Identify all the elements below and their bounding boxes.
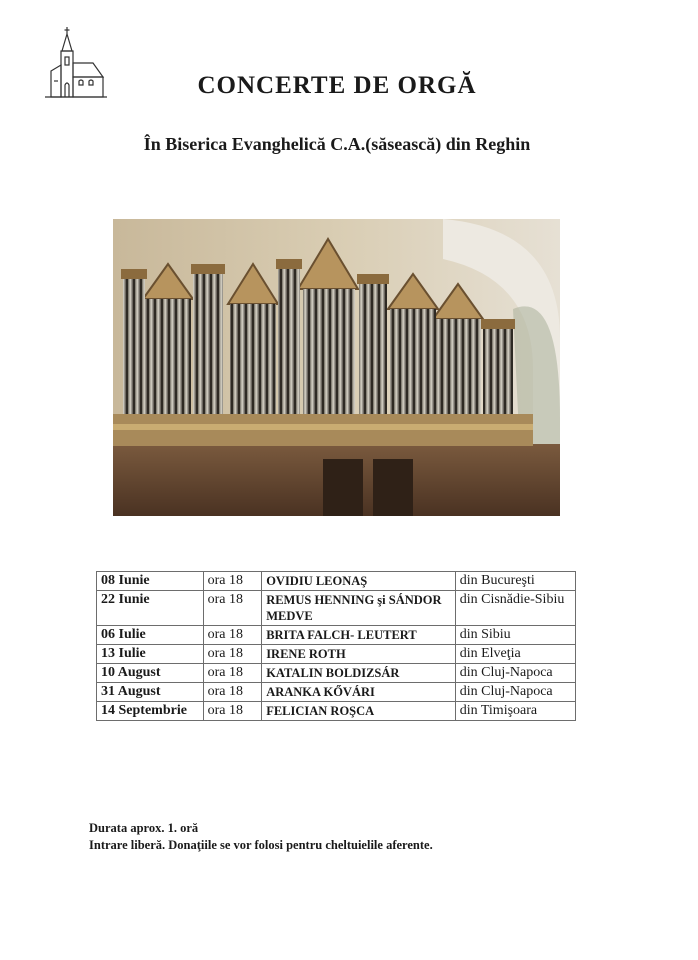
table-row [97,591,576,626]
table-row [97,683,576,702]
artist-cell: ARANKA KŐVÁRI [262,683,456,702]
date-cell: 22 Iunie [97,591,204,626]
artist-cell: IRENE ROTH [262,645,456,664]
hour-cell: ora 18 [203,664,262,683]
place-cell: din Timişoara [455,702,575,721]
table-row [97,645,576,664]
hour-cell: ora 18 [203,645,262,664]
place-cell: din Cluj-Napoca [455,683,575,702]
page-subtitle: În Biserica Evanghelică C.A.(săsească) din Reghin [143,134,531,154]
table-row [97,626,576,645]
footer-notes [89,820,433,854]
hour-cell: ora 18 [203,572,262,591]
artist-cell: BRITA FALCH- LEUTERT [262,626,456,645]
date-cell: 10 August [97,664,204,683]
date-cell: 06 Iulie [97,626,204,645]
place-cell: din Cluj-Napoca [455,664,575,683]
organ-pipes-photo [113,219,560,516]
table-row [97,572,576,591]
date-cell: 13 Iulie [97,645,204,664]
artist-cell: REMUS HENNING şi SÁNDOR MEDVE [262,591,456,626]
place-cell: din Elveţia [455,645,575,664]
page-title: CONCERTE DE ORGĂ [197,72,477,99]
concert-schedule-table [96,571,576,721]
date-cell: 14 Septembrie [97,702,204,721]
artist-cell: FELICIAN ROŞCA [262,702,456,721]
place-cell: din Bucureşti [455,572,575,591]
table-row [97,664,576,683]
entry-note: Intrare liberă. Donaţiile se vor folosi pentru cheltuielile aferente. [89,838,433,852]
hour-cell: ora 18 [203,683,262,702]
duration-note: Durata aprox. 1. oră [89,821,199,835]
date-cell: 08 Iunie [97,572,204,591]
place-cell: din Cisnădie-Sibiu [455,591,575,626]
table-row [97,702,576,721]
hour-cell: ora 18 [203,702,262,721]
hour-cell: ora 18 [203,626,262,645]
artist-cell: KATALIN BOLDIZSÁR [262,664,456,683]
artist-cell: OVIDIU LEONAŞ [262,572,456,591]
place-cell: din Sibiu [455,626,575,645]
date-cell: 31 August [97,683,204,702]
hour-cell: ora 18 [203,591,262,626]
